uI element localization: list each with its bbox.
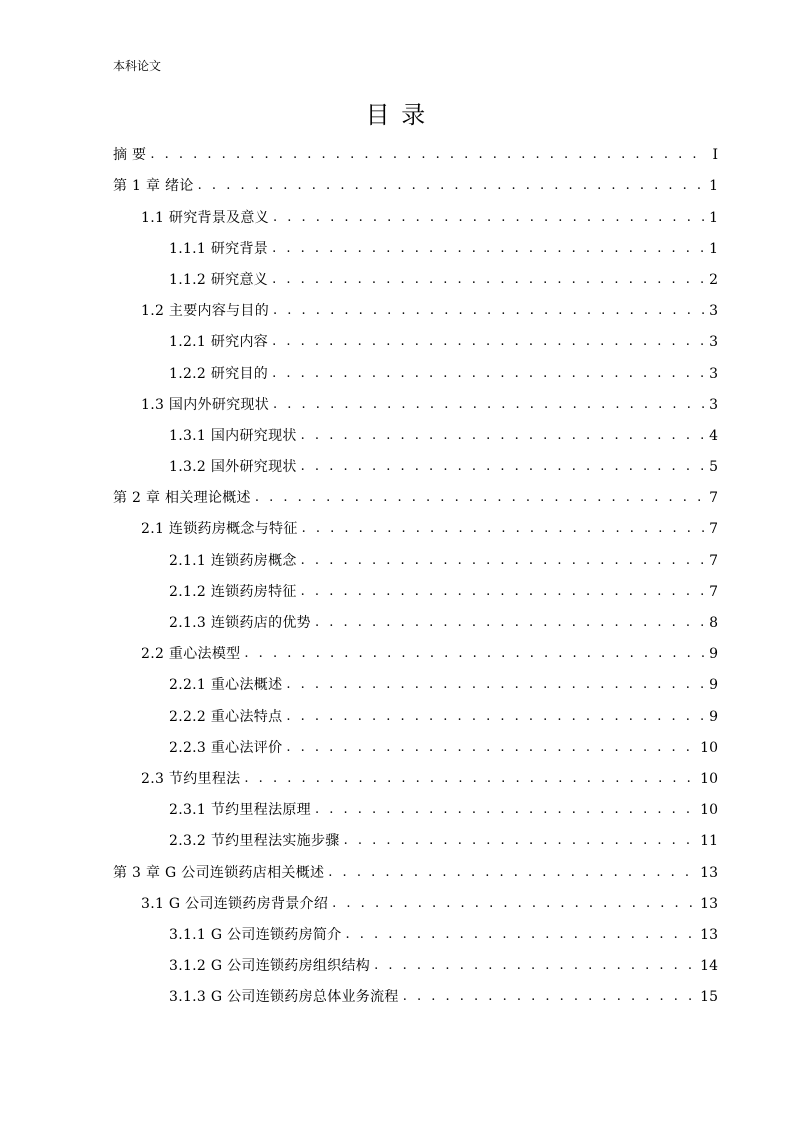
toc-entry-title: 第 3 章 G 公司连锁药店相关概述 [113,864,325,881]
toc-entry-title: 2.1.1 连锁药房概念 [169,552,297,569]
toc-entry-page-number: 3 [709,334,718,351]
toc-entry-title: 2.2 重心法模型 [141,646,241,663]
toc-entry[interactable] [0,543,793,574]
toc-entry-page-number: 10 [700,739,718,756]
dot-leader [374,952,696,980]
toc-entry-page-number: 13 [700,926,718,943]
toc-entry-page-number: 9 [709,708,718,725]
toc-entry-page-number: 15 [700,989,718,1006]
toc-entry-page-number: 9 [709,646,718,663]
toc-entry-page-number: 14 [700,958,718,975]
dot-leader [150,141,706,169]
dot-leader [346,921,697,949]
dot-leader [301,453,705,481]
dot-leader [273,391,705,419]
toc-entry[interactable] [0,481,793,512]
toc-entry-title: 1.1.2 研究意义 [169,271,269,288]
toc-entry[interactable] [0,325,793,356]
toc-entry-page-number: 1 [709,178,718,195]
toc-entry-title: 1.2.1 研究内容 [169,334,269,351]
toc-entry-page-number: 4 [709,427,718,444]
toc-entry-title: 3.1.2 G 公司连锁药房组织结构 [169,958,371,975]
toc-entry-title: 2.1.3 连锁药店的优势 [169,615,311,631]
toc-entry-page-number: 10 [700,802,718,819]
running-header: 本科论文 [113,59,162,73]
dot-leader [272,328,705,356]
toc-entry[interactable] [0,949,793,980]
dot-leader [255,484,705,512]
toc-entry-page-number: I [712,147,718,164]
toc-entry-page-number: 7 [709,521,718,538]
toc-entry-title: 3.1 G 公司连锁药房背景介绍 [141,895,329,912]
toc-entry-page-number: 7 [709,490,718,507]
toc-entry-title: 1.3.2 国外研究现状 [169,459,297,476]
dot-leader [244,765,696,793]
toc-entry[interactable] [0,606,793,637]
toc-entry-title: 3.1.3 G 公司连锁药房总体业务流程 [169,989,399,1006]
toc-entry-page-number: 7 [709,583,718,600]
toc-entry-title: 1.1.1 研究背景 [169,240,269,257]
toc-entry-title: 2.2.1 重心法概述 [169,677,283,694]
toc-entry[interactable] [0,512,793,543]
toc-entry-page-number: 13 [700,864,718,881]
dot-leader [286,703,705,731]
toc-entry[interactable] [0,918,793,949]
toc-entry-title: 2.3 节约里程法 [141,770,241,787]
dot-leader [198,172,705,200]
toc-entry[interactable] [0,450,793,481]
toc-entry-title: 2.3.2 节约里程法实施步骤 [169,833,340,850]
dot-leader [315,609,705,637]
toc-entry-title: 3.1.1 G 公司连锁药房简介 [169,926,342,943]
toc-entry[interactable] [0,138,793,169]
toc-entry-title: 1.3.1 国内研究现状 [169,427,297,444]
toc-entry[interactable] [0,200,793,231]
dot-leader [272,360,705,388]
toc-entry-title: 1.2 主要内容与目的 [141,303,270,320]
toc-entry-title: 1.1 研究背景及意义 [141,209,270,226]
toc-entry[interactable] [0,731,793,762]
toc-entry[interactable] [0,263,793,294]
toc-entry[interactable] [0,887,793,918]
toc-entry-page-number: 3 [709,303,718,320]
toc-entry-title: 2.1.2 连锁药房特征 [169,583,297,600]
toc-entry-title: 1.2.2 研究目的 [169,365,269,382]
toc-entry-page-number: 8 [709,615,718,631]
toc-entry-page-number: 2 [709,271,718,288]
toc-entry-page-number: 1 [709,240,718,257]
toc-entry-page-number: 13 [700,895,718,912]
toc-entry-title: 1.3 国内外研究现状 [141,396,270,413]
toc-entry-page-number: 5 [709,459,718,476]
toc-entry-title: 第 1 章 绪论 [113,178,194,195]
toc-entry-page-number: 11 [700,833,718,850]
toc-entry[interactable] [0,356,793,387]
dot-leader [328,859,696,887]
dot-leader [273,297,705,325]
toc-entry[interactable] [0,762,793,793]
toc-title: 目 录 [365,101,428,129]
toc-entry[interactable] [0,575,793,606]
toc-entry-page-number: 3 [709,396,718,413]
dot-leader [244,640,705,668]
toc-entry[interactable] [0,419,793,450]
dot-leader [302,515,705,543]
toc-entry-title: 2.2.3 重心法评价 [169,739,283,756]
toc-entry-page-number: 1 [709,209,718,226]
toc-entry[interactable] [0,824,793,855]
toc-entry[interactable] [0,668,793,699]
toc-entry[interactable] [0,388,793,419]
toc-entry[interactable] [0,980,793,1011]
dot-leader [332,890,696,918]
table-of-contents [0,138,793,1011]
dot-leader [286,671,705,699]
toc-entry[interactable] [0,699,793,730]
dot-leader [301,422,705,450]
toc-entry-title: 2.3.1 节约里程法原理 [169,802,311,819]
toc-entry[interactable] [0,637,793,668]
dot-leader [301,578,705,606]
toc-entry[interactable] [0,169,793,200]
toc-entry-page-number: 7 [709,552,718,569]
toc-entry[interactable] [0,793,793,824]
toc-entry[interactable] [0,294,793,325]
toc-entry[interactable] [0,855,793,886]
toc-entry-page-number: 10 [700,770,718,787]
dot-leader [273,204,705,232]
dot-leader [272,235,705,263]
dot-leader [286,734,696,762]
dot-leader [315,796,696,824]
dot-leader [344,827,697,855]
dot-leader [272,266,705,294]
toc-entry-page-number: 3 [709,365,718,382]
toc-entry-title: 第 2 章 相关理论概述 [113,490,251,507]
dot-leader [403,983,696,1011]
toc-entry-title: 2.1 连锁药房概念与特征 [141,521,298,538]
toc-entry-page-number: 9 [709,677,718,694]
toc-entry-title: 2.2.2 重心法特点 [169,708,283,725]
toc-entry[interactable] [0,232,793,263]
dot-leader [301,547,705,575]
toc-entry-title: 摘 要 [113,147,147,164]
